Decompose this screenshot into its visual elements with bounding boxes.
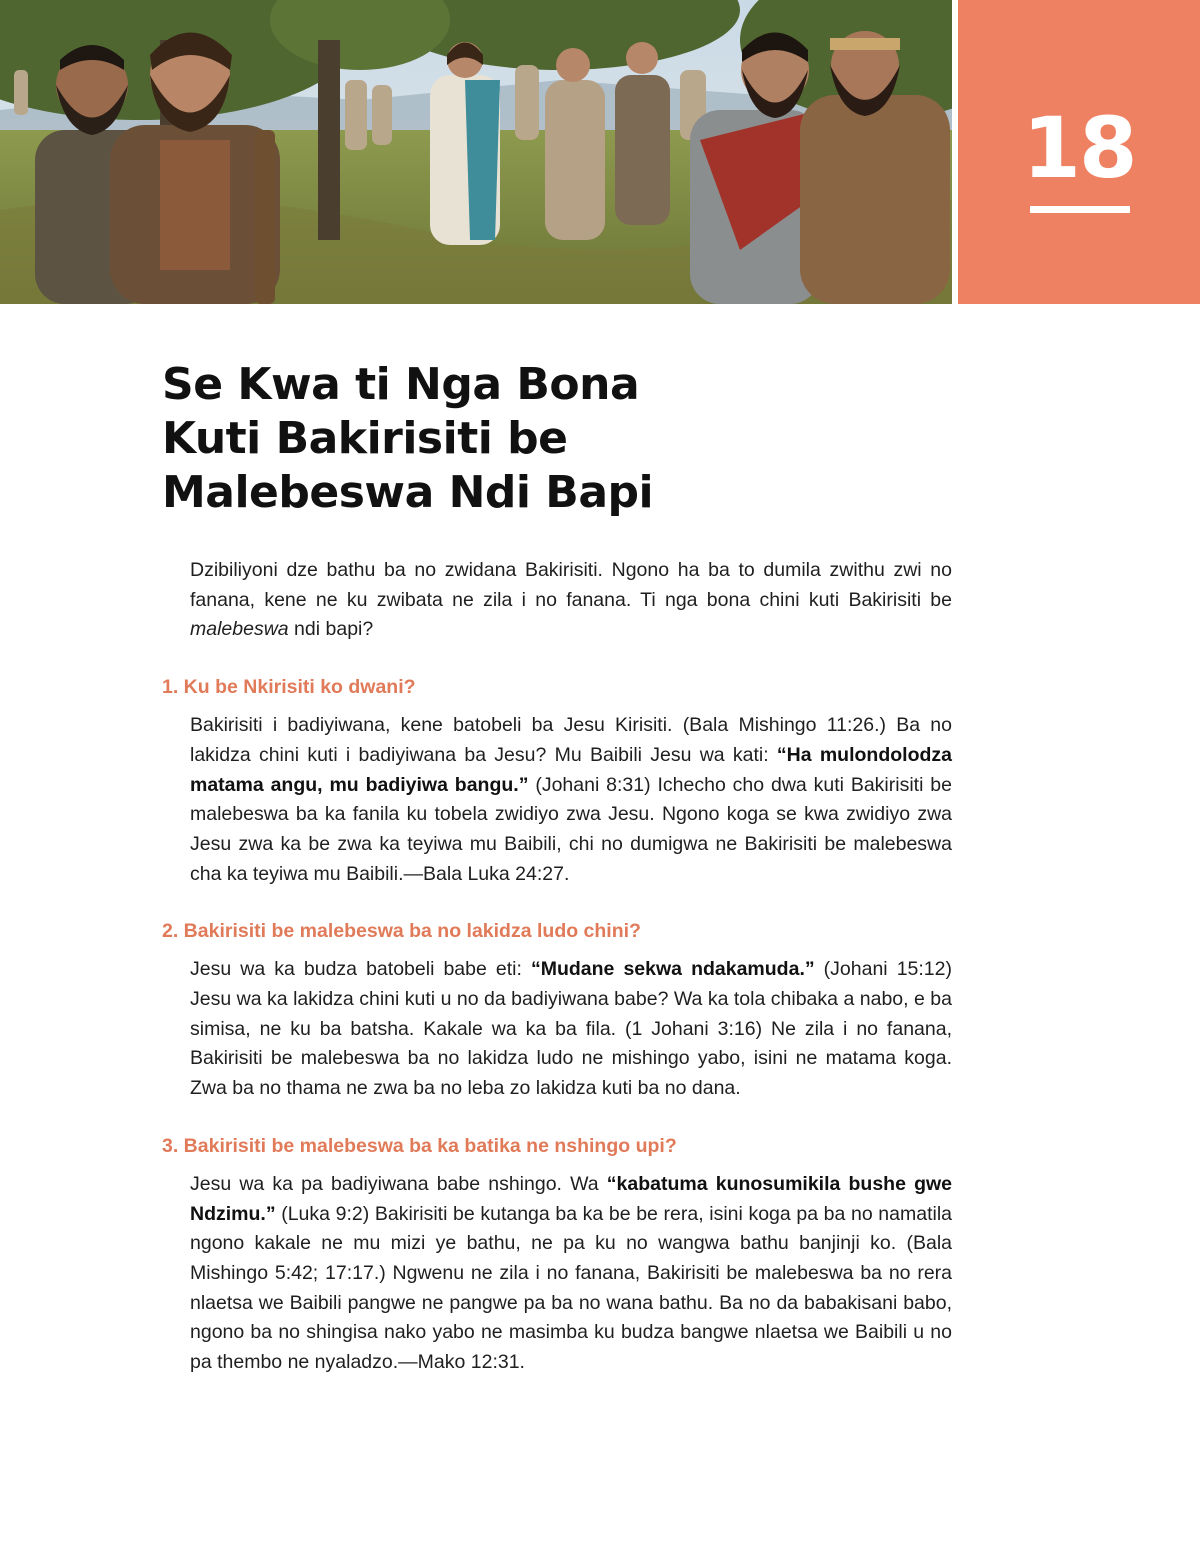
hero-illustration <box>0 0 952 304</box>
question-2-paragraph: Jesu wa ka budza batobeli babe eti: “Mudane sekwa ndakamuda.” (Johani 15:12) Jesu wa ka lakidza chini kuti u no da badiyiwana babe? Wa ka tola chibaka a nabo, e ba simisa, ne ku ba batsha. Kakale wa ka ba fila. (1 Johani 3:16) Ne zila i no fanana, Bakirisiti be malebeswa ba no lakidza ludo ne mishingo yabo, isini ne matama koga. Zwa ba no thama ne zwa ba no leba zo lakidza kuti ba no dana. <box>190 958 952 1100</box>
question-1-paragraph: Bakirisiti i badiyiwana, kene batobeli ba Jesu Kirisiti. (Bala Mishingo 11:26.) Ba no lakidza chini kuti i badiyiwana ba Jesu? Mu Baibili Jesu wa kati: “Ha mulondolodza matama angu, mu badiyiwa bangu.” (Johani 8:31) Ichecho cho dwa kuti Bakirisiti be malebeswa ba ka fanila ku tobela zwidiyo zwa Jesu. Ngono koga se kwa zwidiyo zwa Jesu zwa ka be zwa ka teyiwa mu Baibili, chi no dumigwa ne Bakirisiti be malebeswa cha ka teyiwa mu Baibili.—Bala Luka 24:27. <box>190 714 952 885</box>
question-1-quote: “Ha mulondolodza matama angu, mu badiyiwa bangu.” <box>190 743 952 796</box>
lesson-number-underline <box>1030 206 1130 213</box>
lesson-title <box>162 358 862 520</box>
question-2-quote: “Mudane sekwa ndakamuda.” <box>530 958 815 981</box>
lesson-title-line-1: Se Kwa ti Nga Bona <box>162 359 640 410</box>
question-3-quote: “kabatuma kunosumikila bushe gwe Ndzimu.” <box>190 1172 952 1225</box>
lesson-number-badge <box>958 0 1200 304</box>
lesson-title-line-2: Kuti Bakirisiti be <box>162 413 568 464</box>
intro-paragraph: Dzibiliyoni dze bathu ba no zwidana Bakirisiti. Ngono ha ba to dumila zwithu zwi no fanana, kene ne ku zwibata ne zila i no fanana. Ti nga bona chini kuti Bakirisiti be malebeswa ndi bapi? <box>190 559 952 641</box>
question-1-heading: 1. Ku be Nkirisiti ko dwani? <box>162 676 416 699</box>
question-3-heading: 3. Bakirisiti be malebeswa ba ka batika ne nshingo upi? <box>162 1134 677 1157</box>
intro-emphasis: malebeswa <box>190 618 289 641</box>
lesson-number: 18 <box>1022 99 1136 197</box>
question-3-paragraph: Jesu wa ka pa badiyiwana babe nshingo. Wa “kabatuma kunosumikila bushe gwe Ndzimu.” (Luka 9:2) Bakirisiti be kutanga ba ka be be rera, isini koga pa ba no namatila ngono kakale ne mu mizi ye bathu, ne pa ku no wangwa bathu banjinji ko. (Bala Mishingo 5:42; 17:17.) Ngwenu ne zila i no fanana, Bakirisiti be malebeswa ba no rera nlaetsa we Baibili pangwe ne pangwe pa ba no wana bathu. Ba no da babakisani babo, ngono ba no shingisa nako yabo ne masimba ku budza bangwe nlaetsa we Baibili u no pa thembo ne nyaladzo.—Mako 12:31. <box>190 1172 952 1374</box>
lesson-title-line-3: Malebeswa Ndi Bapi <box>162 467 654 518</box>
lesson-body <box>162 556 952 1378</box>
question-2-heading: 2. Bakirisiti be malebeswa ba no lakidza ludo chini? <box>162 920 641 943</box>
